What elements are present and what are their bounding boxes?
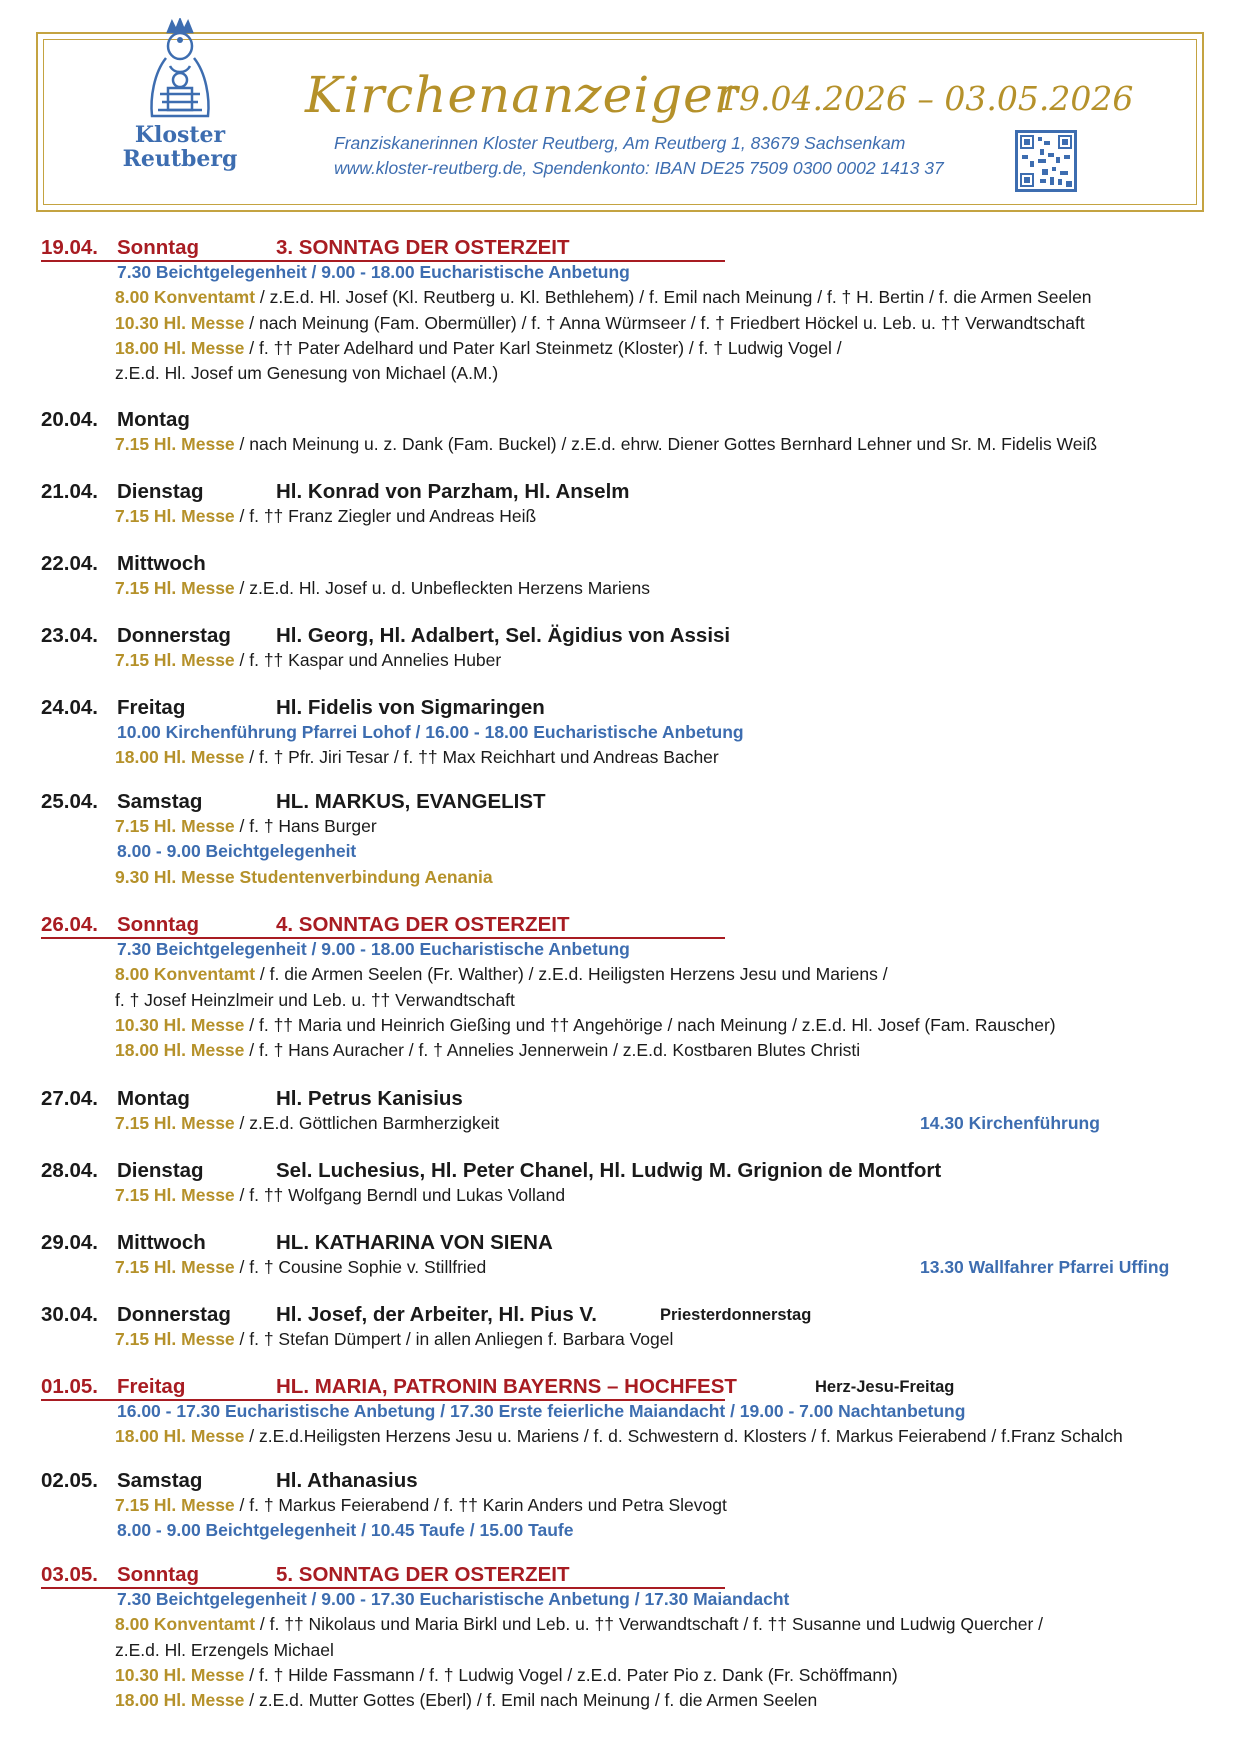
day-weekday: Sonntag bbox=[117, 913, 199, 936]
day-feast: Hl. Fidelis von Sigmaringen bbox=[276, 696, 545, 719]
service-segment: 8.00 Konventamt bbox=[115, 964, 256, 984]
service-segment: / f. † Hans Auracher / f. † Annelies Jennerwein / z.E.d. Kostbaren Blutes Christi bbox=[244, 1040, 861, 1060]
day-header bbox=[0, 1087, 1240, 1113]
day-date: 29.04. bbox=[41, 1231, 98, 1254]
service-line bbox=[117, 1401, 965, 1422]
day-date: 23.04. bbox=[41, 624, 98, 647]
service-segment: 10.30 Hl. Messe bbox=[115, 1665, 245, 1685]
day-weekday: Sonntag bbox=[117, 236, 199, 259]
service-line bbox=[115, 1113, 499, 1134]
service-line bbox=[115, 1257, 486, 1278]
service-segment: 7.15 Hl. Messe bbox=[115, 1495, 235, 1515]
day-feast: Hl. Josef, der Arbeiter, Hl. Pius V. bbox=[276, 1303, 597, 1326]
service-segment: 10.30 Hl. Messe bbox=[115, 313, 245, 333]
day-header bbox=[0, 624, 1240, 650]
service-line bbox=[115, 578, 650, 599]
day-header bbox=[0, 913, 1240, 939]
logo-line-2: Reutberg bbox=[122, 146, 238, 172]
day-weekday: Freitag bbox=[117, 1375, 186, 1398]
day-weekday: Samstag bbox=[117, 790, 203, 813]
day-weekday: Sonntag bbox=[117, 1563, 199, 1586]
service-segment: 18.00 Hl. Messe bbox=[115, 1690, 245, 1710]
service-segment: / f. † Pfr. Jiri Tesar / f. †† Max Reichhart und Andreas Bacher bbox=[244, 747, 719, 767]
day-weekday: Dienstag bbox=[117, 480, 204, 503]
day-header bbox=[0, 552, 1240, 578]
date-range: 19.04.2026 – 03.05.2026 bbox=[718, 79, 1134, 118]
service-segment: 18.00 Hl. Messe bbox=[115, 1040, 245, 1060]
day-weekday: Dienstag bbox=[117, 1159, 204, 1182]
day-header bbox=[0, 1469, 1240, 1495]
address-line: Franziskanerinnen Kloster Reutberg, Am Reutberg 1, 83679 Sachsenkam bbox=[334, 133, 906, 153]
website-bank-line: www.kloster-reutberg.de, Spendenkonto: IBAN DE25 7509 0300 0002 1413 37 bbox=[334, 158, 944, 178]
service-line bbox=[115, 964, 888, 985]
day-date: 20.04. bbox=[41, 408, 98, 431]
service-line bbox=[115, 990, 515, 1011]
service-line bbox=[115, 1185, 565, 1206]
service-segment: 7.15 Hl. Messe bbox=[115, 816, 235, 836]
day-date: 30.04. bbox=[41, 1303, 98, 1326]
service-line bbox=[115, 1665, 898, 1686]
day-weekday: Montag bbox=[117, 408, 190, 431]
page-title: Kirchenanzeiger bbox=[305, 66, 739, 124]
day-header bbox=[0, 1231, 1240, 1257]
service-line bbox=[115, 867, 493, 888]
service-line bbox=[115, 313, 1085, 334]
day-header bbox=[0, 480, 1240, 506]
service-segment: 16.00 - 17.30 Eucharistische Anbetung / 17.30 Erste feierliche Maiandacht / 19.00 - 7.00 Nachtanbetung bbox=[117, 1401, 966, 1421]
service-segment: / f. †† Wolfgang Berndl und Lukas Volland bbox=[234, 1185, 566, 1205]
service-line bbox=[115, 1426, 1123, 1447]
day-feast: Hl. Petrus Kanisius bbox=[276, 1087, 463, 1110]
service-segment: / f. †† Maria und Heinrich Gießing und †† Angehörige / nach Meinung / z.E.d. Hl. Josef (Fam. Rauscher) bbox=[244, 1015, 1056, 1035]
service-segment: 7.15 Hl. Messe bbox=[115, 1185, 235, 1205]
service-segment: / nach Meinung (Fam. Obermüller) / f. † Anna Würmseer / f. † Friedbert Höckel u. Leb. u. †† Verwandtschaft bbox=[244, 313, 1085, 333]
service-line bbox=[115, 1329, 673, 1350]
service-segment: 18.00 Hl. Messe bbox=[115, 747, 245, 767]
service-segment: 10.00 Kirchenführung Pfarrei Lohof / 16.00 - 18.00 Eucharistische Anbetung bbox=[117, 722, 744, 742]
service-segment: 7.30 Beichtgelegenheit / 9.00 - 17.30 Eucharistische Anbetung / 17.30 Maiandacht bbox=[117, 1589, 790, 1609]
day-date: 21.04. bbox=[41, 480, 98, 503]
qr-code-icon bbox=[1015, 130, 1077, 192]
service-segment: 7.15 Hl. Messe bbox=[115, 650, 235, 670]
day-header bbox=[0, 1563, 1240, 1589]
service-segment: / z.E.d. Hl. Josef (Kl. Reutberg u. Kl. Bethlehem) / f. Emil nach Meinung / f. † H. Bertin / f. die Armen Seelen bbox=[255, 287, 1092, 307]
service-segment: / f. † Hilde Fassmann / f. † Ludwig Vogel / z.E.d. Pater Pio z. Dank (Fr. Schöffmann) bbox=[244, 1665, 898, 1685]
service-line bbox=[117, 939, 630, 960]
day-feast: Hl. Athanasius bbox=[276, 1469, 418, 1492]
day-header bbox=[0, 1375, 1240, 1401]
service-segment: 7.15 Hl. Messe bbox=[115, 1329, 235, 1349]
day-feast: HL. MARKUS, EVANGELIST bbox=[276, 790, 546, 813]
service-line bbox=[115, 1640, 334, 1661]
day-header bbox=[0, 1159, 1240, 1185]
day-weekday: Samstag bbox=[117, 1469, 203, 1492]
day-date: 25.04. bbox=[41, 790, 98, 813]
service-segment: f. † Josef Heinzlmeir und Leb. u. †† Verwandtschaft bbox=[115, 990, 515, 1010]
service-line bbox=[115, 747, 719, 768]
service-segment: / f. † Stefan Dümpert / in allen Anliegen f. Barbara Vogel bbox=[234, 1329, 674, 1349]
logo bbox=[110, 18, 250, 188]
service-segment: 18.00 Hl. Messe bbox=[115, 338, 245, 358]
service-segment: 7.15 Hl. Messe bbox=[115, 506, 235, 526]
service-segment: / nach Meinung u. z. Dank (Fam. Buckel) / z.E.d. ehrw. Diener Gottes Bernhard Lehner und Sr. M. Fidelis Weiß bbox=[234, 434, 1098, 454]
service-line bbox=[117, 1520, 574, 1541]
service-line bbox=[115, 1040, 860, 1061]
day-weekday: Freitag bbox=[117, 696, 186, 719]
day-header bbox=[0, 790, 1240, 816]
service-segment: 8.00 - 9.00 Beichtgelegenheit / 10.45 Taufe / 15.00 Taufe bbox=[117, 1520, 574, 1540]
day-date: 24.04. bbox=[41, 696, 98, 719]
service-line bbox=[115, 287, 1092, 308]
day-feast: HL. KATHARINA VON SIENA bbox=[276, 1231, 553, 1254]
day-date: 27.04. bbox=[41, 1087, 98, 1110]
day-weekday: Mittwoch bbox=[117, 1231, 206, 1254]
service-line bbox=[115, 1495, 727, 1516]
service-segment: / f. † Markus Feierabend / f. †† Karin Anders und Petra Slevogt bbox=[234, 1495, 727, 1515]
right-note: 13.30 Wallfahrer Pfarrei Uffing bbox=[920, 1257, 1170, 1277]
service-segment: 7.15 Hl. Messe bbox=[115, 578, 235, 598]
day-feast: Hl. Georg, Hl. Adalbert, Sel. Ägidius von Assisi bbox=[276, 624, 731, 647]
service-segment: 7.30 Beichtgelegenheit / 9.00 - 18.00 Eucharistische Anbetung bbox=[117, 939, 630, 959]
day-date: 26.04. bbox=[41, 913, 98, 936]
service-line bbox=[115, 1614, 1043, 1635]
logo-line-1: Kloster bbox=[134, 122, 226, 148]
day-note: Herz-Jesu-Freitag bbox=[815, 1378, 955, 1396]
day-date: 02.05. bbox=[41, 1469, 98, 1492]
service-segment: 9.30 Hl. Messe Studentenverbindung Aenania bbox=[115, 867, 493, 887]
service-segment: / z.E.d.Heiligsten Herzens Jesu u. Mariens / f. d. Schwestern d. Klosters / f. Markus Feierabend / f.Franz Schalch bbox=[244, 1426, 1123, 1446]
day-header bbox=[0, 1303, 1240, 1329]
service-segment: / f. † Cousine Sophie v. Stillfried bbox=[234, 1257, 487, 1277]
day-date: 22.04. bbox=[41, 552, 98, 575]
service-segment: / z.E.d. Göttlichen Barmherzigkeit bbox=[234, 1113, 500, 1133]
service-line bbox=[115, 506, 536, 527]
day-date: 01.05. bbox=[41, 1375, 98, 1398]
service-segment: 8.00 Konventamt bbox=[115, 1614, 256, 1634]
day-header bbox=[0, 408, 1240, 434]
day-header bbox=[0, 236, 1240, 262]
day-weekday: Donnerstag bbox=[117, 1303, 231, 1326]
service-line bbox=[115, 1015, 1056, 1036]
service-segment: 7.15 Hl. Messe bbox=[115, 434, 235, 454]
service-segment: 7.15 Hl. Messe bbox=[115, 1257, 235, 1277]
service-segment: / f. †† Nikolaus und Maria Birkl und Leb. u. †† Verwandtschaft / f. †† Susanne und Ludwig Quercher / bbox=[255, 1614, 1044, 1634]
service-line bbox=[115, 650, 501, 671]
day-weekday: Donnerstag bbox=[117, 624, 231, 647]
madonna-logo-icon bbox=[140, 18, 220, 123]
service-line bbox=[115, 434, 1097, 455]
service-segment: 10.30 Hl. Messe bbox=[115, 1015, 245, 1035]
day-feast: Sel. Luchesius, Hl. Peter Chanel, Hl. Ludwig M. Grignion de Montfort bbox=[276, 1159, 942, 1182]
service-segment: 8.00 - 9.00 Beichtgelegenheit bbox=[117, 841, 357, 861]
service-line bbox=[117, 722, 744, 743]
day-weekday: Montag bbox=[117, 1087, 190, 1110]
right-note: 14.30 Kirchenführung bbox=[920, 1113, 1100, 1133]
service-segment: / f. † Hans Burger bbox=[234, 816, 377, 836]
service-line bbox=[115, 816, 377, 837]
service-segment: / f. †† Kaspar und Annelies Huber bbox=[234, 650, 502, 670]
day-feast: Hl. Konrad von Parzham, Hl. Anselm bbox=[276, 480, 630, 503]
day-note: Priesterdonnerstag bbox=[660, 1306, 812, 1324]
service-segment: / z.E.d. Mutter Gottes (Eberl) / f. Emil nach Meinung / f. die Armen Seelen bbox=[244, 1690, 818, 1710]
day-feast: 4. SONNTAG DER OSTERZEIT bbox=[276, 913, 570, 936]
day-feast: 5. SONNTAG DER OSTERZEIT bbox=[276, 1563, 570, 1586]
service-segment: / z.E.d. Hl. Josef u. d. Unbefleckten Herzens Mariens bbox=[234, 578, 650, 598]
day-feast: 3. SONNTAG DER OSTERZEIT bbox=[276, 236, 570, 259]
service-line bbox=[115, 363, 498, 384]
service-line bbox=[117, 841, 356, 862]
day-date: 03.05. bbox=[41, 1563, 98, 1586]
day-feast: HL. MARIA, PATRONIN BAYERNS – HOCHFEST bbox=[276, 1375, 737, 1398]
service-segment: z.E.d. Hl. Josef um Genesung von Michael (A.M.) bbox=[115, 363, 499, 383]
day-header bbox=[0, 696, 1240, 722]
service-segment: / f. die Armen Seelen (Fr. Walther) / z.E.d. Heiligsten Herzens Jesu und Mariens / bbox=[255, 964, 888, 984]
day-weekday: Mittwoch bbox=[117, 552, 206, 575]
service-segment: 7.30 Beichtgelegenheit / 9.00 - 18.00 Eucharistische Anbetung bbox=[117, 262, 630, 282]
service-line bbox=[117, 262, 630, 283]
day-date: 19.04. bbox=[41, 236, 98, 259]
service-line bbox=[115, 1690, 817, 1711]
service-segment: z.E.d. Hl. Erzengels Michael bbox=[115, 1640, 334, 1660]
service-segment: 8.00 Konventamt bbox=[115, 287, 256, 307]
service-line bbox=[115, 338, 842, 359]
day-date: 28.04. bbox=[41, 1159, 98, 1182]
service-line bbox=[117, 1589, 789, 1610]
service-segment: / f. †† Franz Ziegler und Andreas Heiß bbox=[234, 506, 537, 526]
service-segment: 7.15 Hl. Messe bbox=[115, 1113, 235, 1133]
service-segment: 18.00 Hl. Messe bbox=[115, 1426, 245, 1446]
service-segment: / f. †† Pater Adelhard und Pater Karl Steinmetz (Kloster) / f. † Ludwig Vogel / bbox=[244, 338, 842, 358]
